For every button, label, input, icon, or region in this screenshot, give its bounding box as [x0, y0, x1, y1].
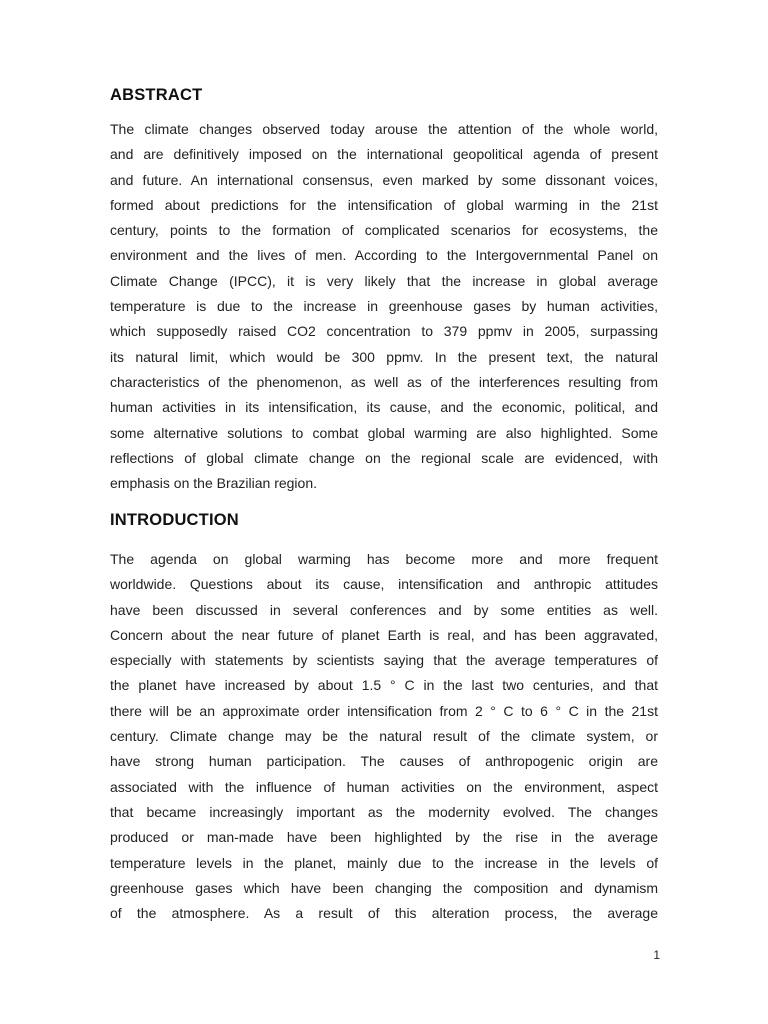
introduction-line: the planet have increased by about 1.5 ° C in the last two centuries, and that [110, 677, 658, 694]
page-number: 1 [653, 948, 660, 962]
abstract-line: its natural limit, which would be 300 ppmv. In the present text, the natural [110, 348, 658, 365]
introduction-line: especially with statements by scientists saying that the average temperatures of [110, 652, 658, 669]
abstract-line: and are definitively imposed on the international geopolitical agenda of present [110, 146, 658, 163]
abstract-line: century, points to the formation of complicated scenarios for ecosystems, the [110, 222, 658, 239]
abstract-line: characteristics of the phenomenon, as well as of the interferences resulting from [110, 373, 658, 390]
introduction-line: there will be an approximate order intensification from 2 ° C to 6 ° C in the 21st [110, 702, 658, 719]
introduction-line: greenhouse gases which have been changing the composition and dynamism [110, 879, 658, 896]
abstract-line: Climate Change (IPCC), it is very likely that the increase in global average [110, 272, 658, 289]
introduction-line: The agenda on global warming has become more and more frequent [110, 551, 658, 567]
abstract-line: and future. An international consensus, even marked by some dissonant voices, [110, 171, 658, 188]
introduction-line: century. Climate change may be the natural result of the climate system, or [110, 728, 658, 745]
introduction-line: Concern about the near future of planet Earth is real, and has been aggravated, [110, 626, 658, 643]
abstract-line: temperature is due to the increase in greenhouse gases by human activities, [110, 298, 658, 315]
introduction-line: of the atmosphere. As a result of this alteration process, the average [110, 905, 658, 922]
introduction-line: have strong human participation. The causes of anthropogenic origin are [110, 753, 658, 770]
abstract-line: reflections of global climate change on the regional scale are evidenced, with [110, 449, 658, 466]
introduction-line: that became increasingly important as the modernity evolved. The changes [110, 803, 658, 820]
introduction-line: temperature levels in the planet, mainly due to the increase in the levels of [110, 854, 658, 871]
introduction-line: worldwide. Questions about its cause, intensification and anthropic attitudes [110, 576, 658, 593]
abstract-paragraph [110, 117, 658, 496]
introduction-line: have been discussed in several conferences and by some entities as well. [110, 601, 658, 618]
introduction-line: produced or man-made have been highlighted by the rise in the average [110, 829, 658, 846]
abstract-line: human activities in its intensification, its cause, and the economic, political, and [110, 399, 658, 416]
abstract-line: formed about predictions for the intensification of global warming in the 21st [110, 196, 658, 213]
abstract-line: some alternative solutions to combat global warming are also highlighted. Some [110, 424, 658, 441]
abstract-heading: ABSTRACT [110, 86, 203, 104]
abstract-line: emphasis on the Brazilian region. [110, 475, 318, 492]
abstract-line: which supposedly raised CO2 concentration to 379 ppmv in 2005, surpassing [110, 323, 658, 340]
introduction-paragraph [110, 547, 658, 926]
introduction-heading: INTRODUCTION [110, 511, 239, 529]
introduction-line: associated with the influence of human activities on the environment, aspect [110, 778, 658, 795]
abstract-line: The climate changes observed today arouse the attention of the whole world, [110, 121, 658, 137]
abstract-line: environment and the lives of men. According to the Intergovernmental Panel on [110, 247, 658, 264]
